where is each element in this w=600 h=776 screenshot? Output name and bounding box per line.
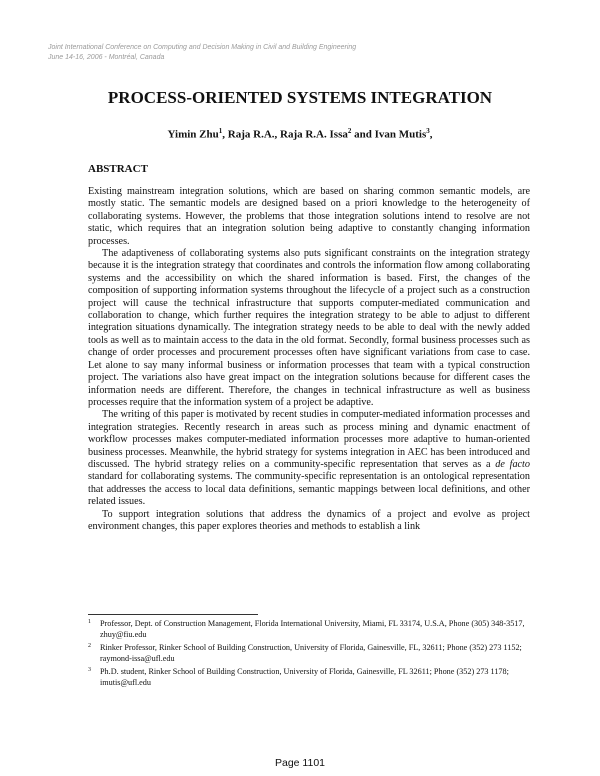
paragraph-1: Existing mainstream integration solutions, which are based on sharing common semantic models, are mostly static. The semantic models are designed based on a priori knowledge to the heterogeneity of collaborating systems. However, the problems that those integration solutions intend to resolve are not static, which requires that an integration solution being adaptive to constantly changing information processes. xyxy=(88,186,530,247)
footnote xyxy=(88,666,530,688)
abstract-heading: ABSTRACT xyxy=(88,163,148,175)
page-number: Page 1101 xyxy=(274,757,326,769)
footnote-number: 1 xyxy=(88,619,91,625)
footnote-number: 2 xyxy=(88,643,91,649)
paragraph-3-italic: de facto xyxy=(495,458,530,470)
paragraph-3-text: The writing of this paper is motivated by recent studies in computer-mediated information processes and integration strategies. Recently research in areas such as process mining and dynamic enactment of workflow processes makes computer-mediated information processes more adaptive to human-oriented business processes. Meanwhile, the hybrid strategy for systems integration in AEC has been introduced and discussed. The hybrid strategy relies on a community-specific representation that serves as a xyxy=(88,409,530,470)
footnote-divider xyxy=(88,614,258,615)
author-2-sup: 2 xyxy=(347,127,352,135)
author-1: Yimin Zhu xyxy=(167,128,219,141)
author-line xyxy=(0,127,600,141)
footnote-text: Ph.D. student, Rinker School of Building Construction, University of Florida, Gainesville, FL 32611; Phone (352) 273 1178; imutis@ufl.edu xyxy=(100,667,509,687)
author-1-sup: 1 xyxy=(218,127,223,135)
conference-line-1: Joint International Conference on Computing and Decision Making in Civil and Building Engineering xyxy=(48,44,357,51)
footnote-text: Professor, Dept. of Construction Management, Florida International University, Miami, FL 33174, U.S.A, Phone (305) 348-3517, zhuy@fiu.edu xyxy=(100,619,525,639)
paper-title: PROCESS-ORIENTED SYSTEMS INTEGRATION xyxy=(107,88,493,107)
footnote xyxy=(88,642,530,664)
abstract-body xyxy=(88,186,530,533)
footnotes xyxy=(88,618,530,690)
paragraph-3-rest: standard for collaborating systems. The community-specific representation is an ontological representation that addresses the access to local data definitions, semantic mappings between local definitions, and other related issues. xyxy=(88,471,530,508)
conference-header xyxy=(48,43,528,63)
paragraph-2: The adaptiveness of collaborating systems also puts significant constraints on the integration strategy because it is the integration strategy that coordinates and controls the information flow among collaborating systems and the accessibility on which the shared information is based. First, the changes of the composition of supporting information systems throughout the lifecycle of a project such as a construction project will cause the technical infrastructure that supports computer-mediated communication and collaboration to change, which further requires the integration strategy to be able to adjust to different integration situations dynamically. The integration strategy needs to be able to deal with the newly added tools as well as to maintain access to the data in the old format. Secondly, formal business processes such as change of order processes and procurement processes often have significant variations from case to case. Let alone to say many informal business or information processes that team with a typical construction project. The variations also have great impact on the integration solutions because for different cases the information needs are different. Therefore, the changes in technical infrastructure as well as business processes require that the information system of a project be adaptive. xyxy=(88,248,530,408)
author-sep-2: and Ivan Mutis xyxy=(351,128,427,141)
footnote xyxy=(88,618,530,640)
footnote-number: 3 xyxy=(88,667,91,673)
conference-line-2: June 14-16, 2006 - Montréal, Canada xyxy=(48,54,165,61)
author-3-sup: 3 xyxy=(426,127,430,135)
author-end: , xyxy=(429,128,433,141)
author-sep-1: , Raja R.A., Raja R.A. Issa xyxy=(222,128,348,141)
paragraph-4: To support integration solutions that address the dynamics of a project and evolve as project environment changes, this paper explores theories and methods to establish a link xyxy=(88,508,530,532)
footnote-text: Rinker Professor, Rinker School of Building Construction, University of Florida, Gainesville, FL, 32611; Phone (352) 273 1152; raymond-issa@ufl.edu xyxy=(100,643,522,663)
paragraph-3 xyxy=(88,409,530,508)
